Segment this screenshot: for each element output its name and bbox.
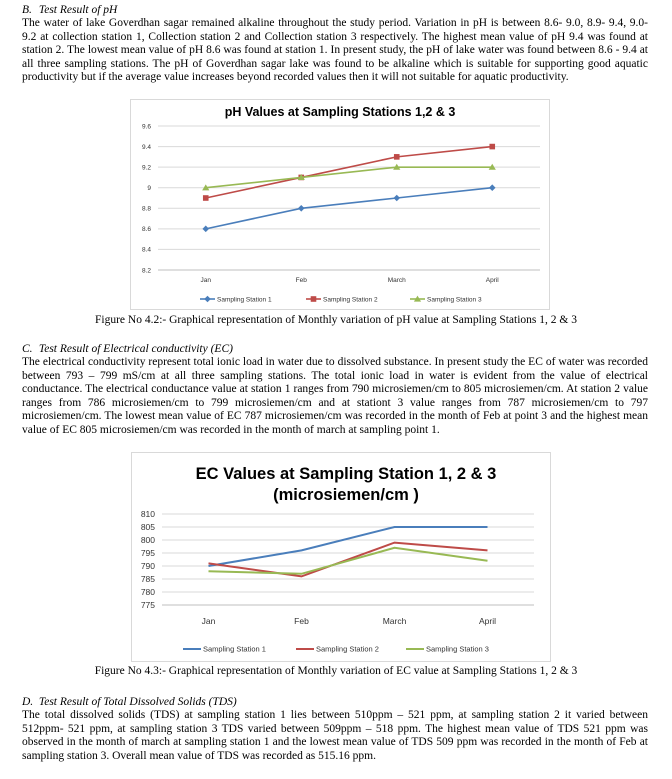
y-tick-label: 9.4 [141, 143, 151, 151]
y-tick-label: 8.6 [141, 226, 151, 234]
x-tick-label: Feb [294, 616, 309, 626]
y-tick-label: 810 [140, 508, 155, 519]
y-tick-label: 775 [140, 599, 155, 610]
chart-title: pH Values at Sampling Stations 1,2 & 3 [224, 105, 456, 119]
chart-frame [132, 453, 551, 662]
data-point [489, 144, 495, 150]
figure-caption-4-2: Figure No 4.2:- Graphical representation of Monthly variation of pH value at Sampling Stations 1, 2 & 3 [95, 314, 577, 326]
section-heading-ph [22, 3, 117, 17]
tds-paragraph: The total dissolved solids (TDS) at sampling station 1 lies between 510ppm – 521 ppm, at sampling station 2 it varied between 512ppm- 521 ppm, at sampling station 3 TDS varied between 509ppm – 518 ppm. The highest mean value of TDS 521 ppm was observed in the month of march at sampling station 1 and the lowest mean value of TDS 509 ppm was recorded in the month of Feb at sampling station 3. Overall mean value of TDS was recorded as 515.16 ppm. [22, 709, 648, 762]
y-tick-label: 9.2 [141, 164, 151, 172]
legend-label: Sampling Station 1 [203, 644, 266, 654]
ec-chart [131, 452, 551, 662]
x-tick-label: March [387, 277, 406, 284]
ph-chart-svg [130, 99, 550, 310]
section-letter: C. [22, 343, 33, 355]
section-heading-tds [22, 695, 237, 709]
y-tick-label: 8.8 [141, 205, 151, 213]
section-heading-ec [22, 342, 233, 356]
y-tick-label: 800 [140, 534, 155, 545]
x-tick-label: Feb [295, 277, 307, 284]
y-tick-label: 8.2 [141, 267, 151, 275]
ec-chart-svg [131, 452, 551, 662]
figure-caption-4-3: Figure No 4.3:- Graphical representation of Monthly variation of EC value at Sampling Stations 1, 2 & 3 [94, 665, 578, 677]
y-tick-label: 795 [140, 547, 155, 558]
data-point [394, 154, 400, 160]
x-tick-label: April [478, 616, 497, 626]
legend-label: Sampling Station 3 [427, 296, 482, 304]
section-letter: D. [22, 696, 34, 708]
y-tick-label: 790 [140, 560, 155, 571]
data-point [203, 195, 209, 201]
legend-label: Sampling Station 3 [426, 644, 489, 654]
section-title: Test Result of Electrical conductivity (EC) [38, 343, 233, 355]
x-tick-label: March [382, 616, 407, 626]
ph-paragraph: The water of lake Goverdhan sagar remained alkaline throughout the study period. Variation in pH is between 8.6- 9.0, 8.9- 9.4, 9.0- 9.2 at collection station 1, Collection station 2 and Collection station 3 respectively. The highest mean value of pH 9.4 was found at station 2. The lowest mean value of pH 8.6 was found at station 1. In present study, the pH of lake water was found between 8.6 - 9.4 at all three sampling stations. The pH of Goverdhan sagar lake was found to be alkaline which is suitable for supporting good aquatic productivity but if the average value increases beyond recorded values then it will not suitable for aquatic productivity. [22, 17, 648, 84]
ph-chart [130, 99, 550, 310]
x-tick-label: Jan [201, 616, 216, 626]
legend-label: Sampling Station 2 [323, 296, 378, 304]
legend-swatch-marker [311, 296, 317, 302]
y-tick-label: 785 [140, 573, 155, 584]
y-tick-label: 9 [147, 184, 151, 192]
legend-label: Sampling Station 1 [217, 296, 272, 304]
section-title: Test Result of pH [38, 4, 118, 16]
legend-label: Sampling Station 2 [316, 644, 379, 654]
chart-title: EC Values at Sampling Station 1, 2 & 3 [195, 465, 497, 483]
section-letter: B. [22, 4, 32, 16]
y-tick-label: 8.4 [141, 246, 151, 254]
y-tick-label: 805 [140, 521, 155, 532]
y-tick-label: 9.6 [141, 123, 151, 131]
x-tick-label: April [485, 277, 499, 284]
y-tick-label: 780 [140, 586, 155, 597]
chart-subtitle: (microsiemen/cm ) [273, 486, 419, 504]
section-title: Test Result of Total Dissolved Solids (TDS) [38, 696, 237, 708]
ec-paragraph: The electrical conductivity represent total ionic load in water due to dissolved substance. In present study the EC of water was recorded between 793 – 799 mS/cm at all three sampling stations. The total ionic load in water is evident from the value of electrical conductance. The electrical conductance value at station 1 ranges from 790 microsiemen/cm to 805 microsiemen/cm. At station 2 value ranges from 786 microsiemen/cm to 799 microsiemen/cm and at stationt 3 value ranges from 787 microsiemen/cm to 797 microsiemen/cm. The lowest mean value of EC 787 microsiemen/cm was recorded in the month of Feb at point 3 and the highest mean value of EC 805 microsiemen/cm was recorded in the month of march at sampling point 1. [22, 356, 648, 436]
x-tick-label: Jan [200, 277, 211, 284]
